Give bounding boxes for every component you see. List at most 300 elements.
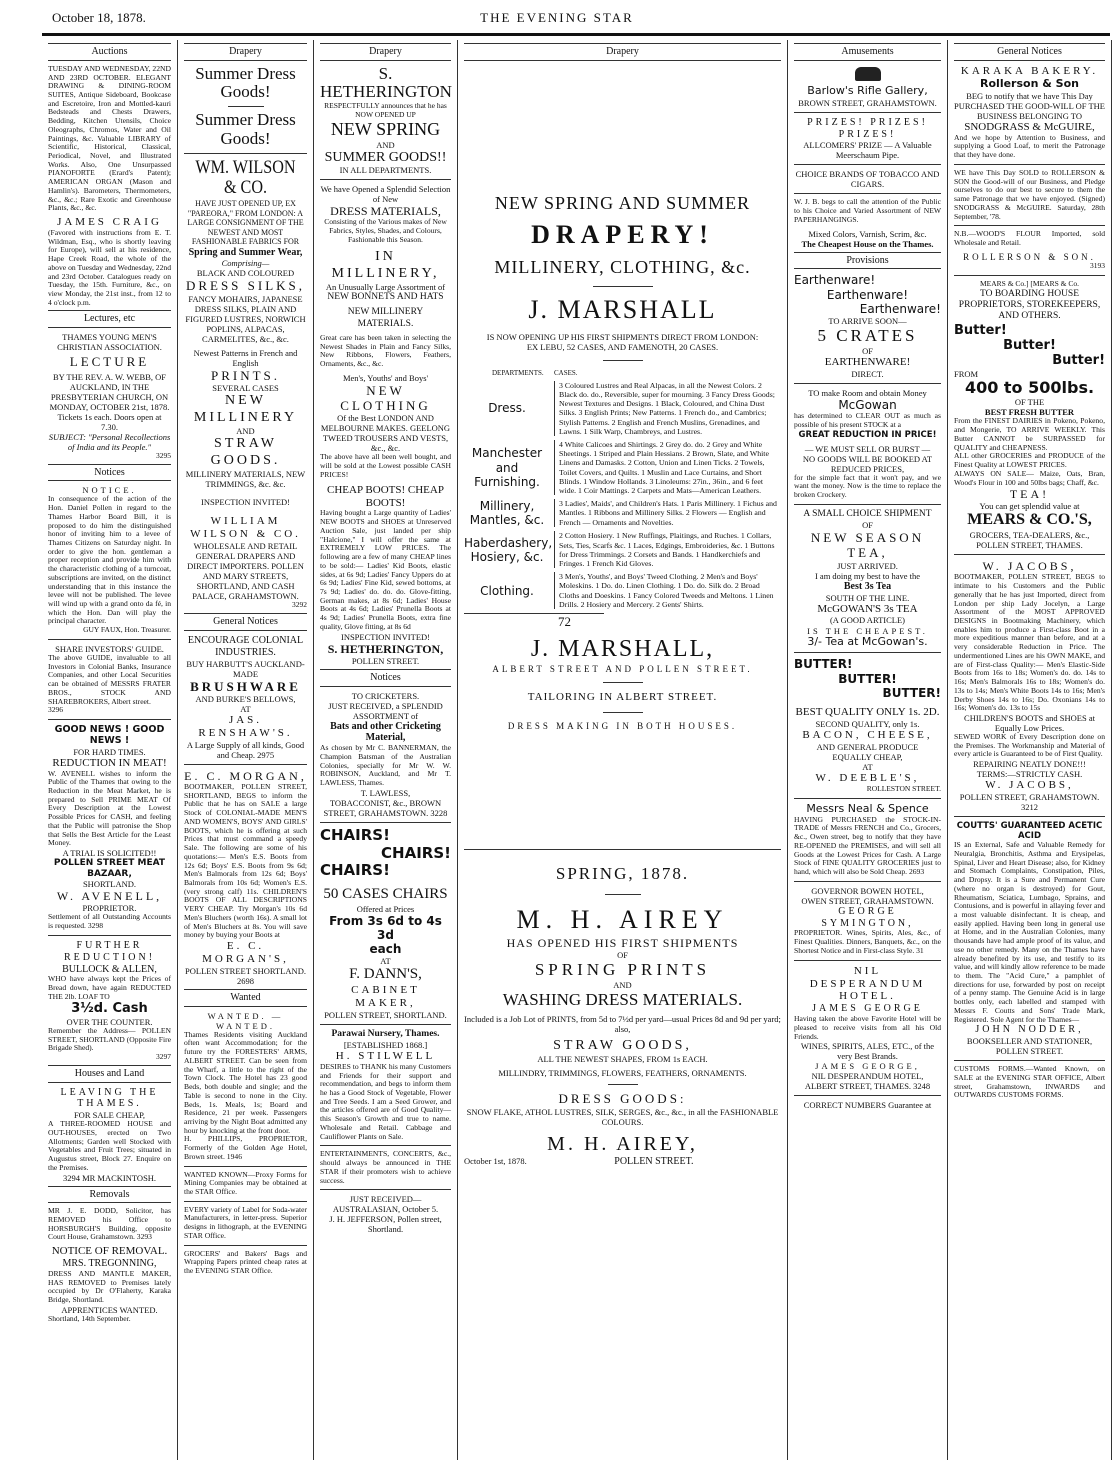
- best-quality: BEST QUALITY ONLY 1s. 2D.: [795, 705, 940, 718]
- section-heading: Provisions: [794, 252, 941, 270]
- divider: [794, 881, 941, 882]
- marshall-ships: EX LEBU, 52 CASES, AND FAMENOTH, 20 CASES.: [526, 341, 719, 352]
- of-the: OF THE: [1014, 397, 1045, 408]
- dann-name: F. DANN'S,: [349, 966, 422, 983]
- divider: [794, 652, 941, 653]
- divider: [593, 286, 653, 287]
- ad-number: 3295: [156, 450, 171, 460]
- millinery-list: MILLINDRY, TRIMMINGS, FLOWERS, FEATHERS, ORNAMENTS.: [498, 1068, 747, 1079]
- and-label: AND: [613, 979, 632, 990]
- ad-number: 3297: [156, 1051, 171, 1061]
- cheapest-house: The Cheapest House on the Thames.: [801, 238, 934, 249]
- phillips-proprietor: H. PHILLIPS, PROPRIETOR, Formerly of the Golden Age Hotel, Brown street. 1946: [184, 1134, 307, 1161]
- marshall-l3: MILLINERY, CLOTHING, &c.: [494, 256, 751, 277]
- dressmaker-name: MRS. TREGONNING,: [62, 1258, 157, 1270]
- job-lot: Included is a Job Lot of PRINTS, from 5d to 7½d per yard—usual Prices 8d and 9d per yard; also,: [464, 1013, 781, 1034]
- just-arrived: JUST ARRIVED.: [837, 560, 898, 571]
- mears-co-header: MEARS & Co.] [MEARS & Co.: [980, 279, 1079, 289]
- entertainments-ad: ENTERTAINMENTS, CONCERTS, &c., should always be announced in THE STAR if their promoters wish to achieve success.: [320, 1149, 451, 1185]
- of-label: OF: [617, 949, 628, 960]
- chair-each: each: [369, 941, 402, 956]
- meat-trial: A TRIAL IS SOLICITED!!: [62, 848, 157, 859]
- dressmaker-body: DRESS AND MANTLE MAKER, HAS REMOVED to Premises lately occupied by Dr O'Flaherty, Karaka Bridge, Shortland.: [48, 1268, 171, 1305]
- south-line: SOUTH OF THE LINE.: [825, 592, 910, 603]
- dept-items: 2 Cotton Hosiery. 1 New Ruffings, Plaitings, and Ruches. 1 Collars, Sets, Ties, Scarfs &c. 1 Laces, Edgings, Embroideries, &c. 1 Buttons for Dress Trimmings. 2 Corsets and Bands. 1 Handkerchiefs and Fringes. 1 French Kid Gloves.: [554, 531, 781, 568]
- boarding-house: TO BOARDING HOUSE PROPRIETORS, STOREKEEPERS, AND OTHERS.: [958, 288, 1101, 322]
- dept-items: 3 Men's, Youths', and Boys' Tweed Clothing. 2 Men's and Boys' Moleskins. 1 Do. do. Linen Clothing. 1 Do. do. Silk do. 2 Broad Cloths and Doeskins. 1 Fancy Colored Tweeds and Meltons. 1 Linen Drills. 2 Hosiery and Mercery. 2 Gents' Shirts.: [554, 572, 781, 609]
- section-heading: Wanted: [184, 989, 307, 1007]
- meat-body: W. AVENELL wishes to inform the Public of the Thames that owing to the Reduction in the Meat Market, he is prepared to Sell PRIME MEAT Of Every Description at the Lowest Possible Prices for CASH, and feeling that the Public will patronise the Shop that Sells the Best Article for the Least Money.: [48, 768, 171, 848]
- rolleston-street: ROLLESTON STREET.: [866, 783, 941, 793]
- dept-name: Manchester and Furnishing.: [471, 446, 543, 489]
- customs-forms: CUSTOMS FORMS.—Wanted Known, on SALE at the EVENING STAR OFFICE, Albert street, Grahamstown, INWARDS and OUTWARDS CUSTOMS FORMS.: [954, 1064, 1105, 1100]
- section-heading: Notices: [48, 464, 171, 482]
- proprietor-name: W. AVENELL,: [56, 889, 163, 904]
- allcomers-prize: ALLCOMERS' PRIZE — A Valuable Meerschaum Pipe.: [803, 140, 932, 161]
- cricketers-heading: TO CRICKETERS.: [351, 690, 420, 701]
- dept-header: [464, 369, 781, 377]
- butter-3: Butter!: [1052, 353, 1105, 369]
- albert-street: ALBERT STREET, THAMES. 3248: [804, 1081, 931, 1092]
- spring-1878: SPRING, 1878.: [555, 863, 690, 883]
- column-general-notices: [948, 40, 1112, 1460]
- large-supply: A Large Supply of all kinds, Good and Cheap. 2975: [186, 739, 305, 760]
- house-body: A THREE-ROOMED HOUSE and OUT-HOUSES, erected on Two Allotments; Garden well Stocked with Vegetables and Fruit Trees; situated in Augustus street, Block 27. Enquire on the Premises.: [48, 1119, 171, 1172]
- column-drapery-marshall: [458, 40, 788, 1460]
- great-reduction: GREAT REDUCTION IN PRICE!: [798, 429, 937, 440]
- sewed-work: SEWED WORK of Every Description done on the Premises. The Workmanship and Material of every article is Guaranteed to be of First Quality.: [954, 731, 1105, 759]
- butter-body: From the FINEST DAIRIES in Pokeno, Pokeno, and Mongerie, TO ARRIVE WEEKLY. This Butter CANNOT be SURPASSED for QUALITY and CHEAPNESS.: [954, 416, 1105, 452]
- groceries: ALL other GROCERIES and PRODUCE of the Finest Quality at LOWEST PRICES.: [954, 451, 1105, 470]
- new-clothing: NEW CLOTHING: [340, 382, 431, 413]
- mears-co-details: GROCERS, TEA-DEALERS, &c., POLLEN STREET, THAMES.: [969, 530, 1090, 551]
- bread-price: 3½d. Cash: [71, 1001, 148, 1017]
- divider: [608, 1084, 638, 1085]
- hetherington-name: S. HETHERINGTON: [320, 63, 452, 102]
- dept-millinery: [464, 499, 781, 527]
- woods-flour: N.B.—WOOD'S FLOUR Imported, sold Wholesale and Retail.: [954, 229, 1105, 247]
- black-coloured: BLACK AND COLOURED: [196, 268, 295, 279]
- snodgrass: SNODGRASS & McGUIRE,: [964, 120, 1095, 133]
- cheap-boots: CHEAP BOOTS! CHEAP BOOTS!: [327, 483, 444, 509]
- dept-name: Dress.: [488, 401, 526, 416]
- dress-silks: DRESS SILKS,: [185, 278, 306, 294]
- cheap-boots-body: Having bought a Large quantity of Ladies' NEW BOOTS and SHOES at Unreserved Auction Sale, just landed per ship "Halcione," I will offer the same at EXTREMELY LOW PRICES. The following are a few of many CHEAP lines to be sold:— Ladies' Kid Boots, elastic sides, at 6s 9d; Ladies' Fancy Uppers do at 6s 9d; Ladies' Fine Kid, sewed bottoms, at 7s 9d; Ladies' do. do. do. Glove-fitting, German makes, at 8s 6d; Ladies' House Boots at 4s 6d; Ladies' Prunella Boots at 4s 9d; Ladies' Prunella Boots, extra fine quality, Glove fitting, at 8s 6d: [320, 508, 451, 631]
- header-rule: [42, 33, 1110, 36]
- chair-price: From 3s 6d to 4s 3d: [329, 913, 442, 942]
- column-drapery-wilson: [178, 40, 314, 1460]
- james-george: JAMES GEORGE: [812, 1003, 923, 1015]
- royal-crest-icon: [855, 67, 881, 81]
- and-label: AND: [236, 426, 255, 437]
- proxy-forms: WANTED KNOWN—Proxy Forms for Mining Companies may be obtained at the STAR Office.: [184, 1169, 307, 1196]
- james-george-body: Having taken the above Favorite Hotel will be pleased to receive visits from all his Old Friends.: [794, 1014, 941, 1041]
- section-heading: Drapery: [320, 43, 451, 61]
- dept-label: DEPARTMENTS.: [492, 368, 544, 377]
- mcgowan: McGowan: [838, 397, 897, 412]
- divider: [794, 112, 941, 113]
- baker-address: Remember the Address— POLLEN STREET, SHORTLAND (Opposite Fire Brigade Shed).: [48, 1025, 171, 1053]
- doing-best: I am doing my best to have the: [814, 570, 921, 581]
- divider: [954, 816, 1105, 817]
- just-received: JUST RECEIVED— AUSTRALASIAN, October 5.: [332, 1194, 439, 1215]
- rollerson-son: Rollerson & Son: [980, 76, 1079, 90]
- neal-spence: Messrs Neal & Spence: [806, 801, 929, 815]
- five-crates: 5 CRATES: [817, 325, 918, 345]
- removal-dodd: MR J. E. DODD, Solicitor, has REMOVED his Office to HORSBURGH'S Building, opposite Court House, Grahamstown. 3293: [48, 1206, 171, 1242]
- inspection-invited: INSPECTION INVITED!: [340, 631, 430, 642]
- jacobs-body: BOOTMAKER, POLLEN STREET, BEGS to intimate to his Customers and the Public generally that he has just Imported, direct from London per ship Lady Jocelyn, a Large Assortment of the MOST APPROVED DESIGNS in Bootmaking Machinery, which enables him to produce a First-class Boot in a more expeditious manner than before, and at a very considerable Reduction in Price. The undermentioned Lines are his OWN MAKE, and are of First-class Quality:— Men's Elastic-Side Boots from 16s to 18s; Women's do. do. 14s to 16s; Men's Balmorals 16s to 18s; Women's do. 13s to 14s; Men's White Boots 14s to 16s; Men's Derby Shoes 14s to 16s; Do. Oxonians 14s to 16s; Women's do. 13s to 15s: [954, 572, 1105, 713]
- new-millinery: NEW MILLINERY: [193, 393, 298, 425]
- dept-haberdashery: [464, 531, 781, 568]
- dress-goods: DRESS GOODS:: [558, 1091, 687, 1107]
- bonnets-hats: NEW BONNETS AND HATS: [327, 292, 444, 303]
- butter-2: Butter!: [1003, 337, 1056, 353]
- nil-desperandum: NIL DESPERANDUM HOTEL.: [809, 964, 926, 1003]
- all-departments: IN ALL DEPARTMENTS.: [339, 165, 432, 176]
- governor-hotel: GOVERNOR BOWEN HOTEL,: [811, 885, 924, 896]
- repairing: REPAIRING NEATLY DONE!!!: [973, 759, 1086, 770]
- straw-goods: STRAW GOODS.: [210, 436, 281, 468]
- removal-heading: NOTICE OF REMOVAL.: [51, 1245, 168, 1258]
- bags-ad: GROCERS' and Bakers' Bags and Wrapping Papers printed cheap rates at the EVENING STAR Office.: [184, 1248, 307, 1276]
- general-produce: AND GENERAL PRODUCE: [816, 741, 919, 752]
- proprietor-label: PROPRIETOR.: [82, 903, 137, 914]
- divider: [794, 383, 941, 384]
- opened-intro: We have Opened a Splendid Selection of New: [320, 184, 451, 205]
- new-spring: NEW SPRING: [330, 118, 441, 139]
- dept-manchester: [464, 440, 781, 495]
- jefferson-name: J. H. JEFFERSON, Pollen street, Shortland.: [329, 1214, 442, 1235]
- marshall-opening: IS NOW OPENING UP HIS FIRST SHIPMENTS DIRECT FROM LONDON:: [486, 331, 759, 342]
- tea-heading: TEA!: [1009, 487, 1050, 502]
- dept-items: 3 Ladies', Maids', and Children's Hats. 1 Paris Millinery. 1 Fichus and Mantles. 1 Ribbons and Millinery Silks. 2 Flowers — English and French — Ornaments and Novelties.: [554, 499, 781, 527]
- best-fresh-butter: BEST FRESH BUTTER: [984, 407, 1075, 418]
- divider: [184, 1201, 307, 1202]
- nursery-name: Parawai Nursery, Thames.: [331, 1028, 440, 1039]
- jacobs-name-2: W. JACOBS,: [985, 779, 1074, 792]
- notice-signature: GUY FAUX, Hon. Treasurer.: [83, 625, 171, 635]
- dept-name: Millinery, Mantles, &c.: [469, 499, 545, 528]
- good-news-sub: FOR HARD TIMES.: [73, 746, 146, 757]
- ad-number: 3296: [48, 705, 63, 715]
- bellows: AND BURKE'S BELLOWS,: [195, 693, 296, 704]
- butter-3: BUTTER!: [882, 685, 941, 700]
- of-label: OF: [862, 520, 873, 530]
- bread-heading: FURTHER REDUCTION!: [63, 939, 156, 963]
- dress-goods-body: SNOW FLAKE, ATHOL LUSTRES, SILK, SERGES, &c., &c., in all the FASHIONABLE COLOURS.: [466, 1106, 779, 1127]
- make-room: TO make Room and obtain Money: [808, 387, 927, 398]
- straw-goods: STRAW GOODS,: [553, 1037, 692, 1053]
- deeble: W. DEEBLE'S,: [815, 771, 920, 784]
- section-heading: Removals: [48, 1186, 171, 1204]
- newest-shapes: ALL THE NEWEST SHAPES, FROM 1s EACH.: [537, 1054, 708, 1065]
- section-heading: Lectures, etc: [48, 310, 171, 328]
- wilson-co-name: WILLIAM WILSON & CO.: [190, 515, 301, 541]
- in-millinery: IN MILLINERY,: [331, 249, 440, 281]
- hetherington-intro: RESPECTFULLY announces that he has NOW OPENED UP: [324, 101, 447, 120]
- earthenware-1: Earthenware!: [794, 273, 876, 288]
- airey-name: M. H. AIREY: [516, 904, 729, 934]
- nil-desperandum-2: NIL DESPERANDUM HOTEL,: [811, 1071, 924, 1082]
- divider: [320, 822, 451, 823]
- section-heading: Drapery: [464, 43, 781, 61]
- marshall-l1: NEW SPRING AND SUMMER: [494, 192, 751, 213]
- auction-notice: TUESDAY AND WEDNESDAY, 22ND AND 23RD OCTOBER. ELEGANT DRAWING & DINING-ROOM SUITES, Antique Sideboard, Bookcase and Escretoire, Iron and Mottled-kauri Bedsteads and Chests Drawers, Bedding, Kitchen Utensils, Choice Oleographs, Chromos, Water and Oil Paintings, &c. Valuable LIBRARY of Scientific, Historical, Classical, Periodical, Novel, and Illustrated Works. Also, One Unsurpassed PIANOFORTE (Erard's Patent); AMERICAN ORGAN (Mason and Hamlin's). Barometers, Thermometers, &c., &c.; Rare Exotic and Greenhouse Plants, &c., &c.: [48, 63, 171, 213]
- dann-address: POLLEN STREET, SHORTLAND.: [324, 1009, 447, 1020]
- column-amusements: [788, 40, 948, 1460]
- divider: [320, 1189, 451, 1190]
- encourage-heading: ENCOURAGE COLONIAL INDUSTRIES.: [187, 634, 304, 658]
- lecture-tickets: Tickets 1s each. Doors open at 7.30.: [57, 411, 162, 432]
- ad-number: 3292: [292, 600, 307, 610]
- divider: [228, 106, 264, 107]
- sold-to-rollerson: WE have This Day SOLD to ROLLERSON & SON the Good-will of our Business, and Pledge ourselves to do our best to secure to them the same Patronage that we have enjoyed. (Signed) SNODGRASS & McGUIRE. Saturday, 28th September, '78.: [954, 167, 1105, 221]
- divider: [48, 719, 171, 720]
- marshall-name: J. MARSHALL: [528, 294, 717, 324]
- share-body: The above GUIDE, invaluable to all Investors in Colonial Banks, Insurance Companies, and other Local Securities can be obtained of MESSRS FRATER BROS., STOCK AND SHAREBROKERS, Albert street.: [48, 653, 171, 706]
- cricket-received: JUST RECEIVED, a SPLENDID ASSORTMENT of: [328, 700, 443, 721]
- stilwell-name: H. STILWELL: [335, 1049, 436, 1062]
- spring-wear: Spring and Summer Wear,: [188, 246, 303, 258]
- newspaper-title: THE EVENING STAR: [480, 10, 634, 25]
- dept-items: 4 White Calicoes and Shirtings. 2 Grey do. do. 2 Grey and White Sheetings. 1 Striped and Plain Hessians. 2 Brown, Slate, and White Linens and Damasks. 2 Cotton, Union and Linen Ticks. 2 Towels, Toilet Covers, and Quilts. 1 Muslin and Lace Curtains, and Short Blinds. 1 Window Hollands. 3 Linoleums: 27in., 36in., and 6 feet wide. 1 Coir Mattings. 2 Carpets and Mats—American Leathers.: [554, 440, 781, 495]
- spacer: [464, 732, 781, 850]
- column-auctions: [42, 40, 178, 1460]
- good-article: (A GOOD ARTICLE): [829, 615, 906, 626]
- mixed-colors: Mixed Colors, Varnish, Scrim, &c.: [808, 228, 927, 239]
- children-boots: CHILDREN'S BOOTS and SHOES at Equally Low Prices.: [964, 712, 1095, 733]
- dept-name: Clothing.: [480, 583, 534, 598]
- paperhangings: W. J. B. begs to call the attention of the Public to his Choice and Varied Assortment of NEW PAPERHANGINGS.: [794, 197, 941, 224]
- marshall-drapery: DRAPERY!: [531, 220, 714, 250]
- always-on-sale: ALWAYS ON SALE— Maize, Oats, Bran, Wood's Flour in 100 and 50lbs bags; Chaff, &c.: [954, 468, 1105, 487]
- lawless-address: TOBACCONIST, &c., BROWN STREET, GRAHAMSTOWN. 3228: [323, 797, 448, 818]
- dept-dress: [464, 381, 781, 436]
- auctioneer-name: JAMES CRAIG: [57, 216, 162, 229]
- washing-materials: WASHING DRESS MATERIALS.: [502, 989, 743, 1009]
- divider: [794, 1095, 941, 1096]
- clothing-details: Of the Best LONDON AND MELBOURNE MAKES. GEELONG TWEED TROUSERS AND VESTS, &c., &c.: [320, 413, 451, 454]
- from-label: FROM: [954, 368, 979, 379]
- morgan-body: BOOTMAKER, POLLEN STREET, SHORTLAND, BEGS to inform the Public that he has on SALE a large Stock of COLONIAL-MADE MEN'S AND WOMEN'S, BOYS' AND GIRLS' BOOTS, which he is offering at such Prices that must command a speedy Sale. The following are some of his quotations:— Men's E.S. Boots from 12s 6d; Boys' E.S. Boots from 9s 6d; Men's Balmorals from 12s 6d; Boys' Balmorals from 10s 6d; Women's E.S. (very strong calf) 11s. CHILDREN'S BOOTS OF ALL DESCRIPTIONS VERY CHEAP. Try Morgan's 10s 6d Men's Bluchers (worth 16s). A small lot of Men's Bluchers at 8s. You will save money by buying your Boots at: [184, 782, 307, 940]
- over-counter: OVER THE COUNTER.: [66, 1016, 153, 1027]
- stilwell-body: DESIRES to THANK his many Customers and Friends for their support and recommendation, and begs to inform them he has a Good Stock of Vegetable, Flower and Tree Seeds. I am a Seed Grower, and the articles offered are of Good Quality—this Season's Growth and true to name. Wholesale and Retail. Cabbage and Cauliflower Plants on Sale.: [320, 1061, 451, 1141]
- renshaw: JAS. RENSHAW'S.: [198, 713, 293, 739]
- direct-label: DIRECT.: [851, 368, 884, 379]
- mears-co-name: MEARS & CO.'S,: [967, 511, 1092, 529]
- airey-street: POLLEN STREET.: [614, 1156, 694, 1168]
- morgan-name-2: E. C. MORGAN'S,: [202, 939, 289, 965]
- dress-materials: DRESS MATERIALS,: [330, 204, 441, 219]
- lawless-name: T. LAWLESS,: [360, 787, 411, 798]
- divider: [184, 764, 307, 765]
- above-note: The above have all been well bought, and will be sold at the Lowest possible CASH PRICES!: [320, 452, 451, 479]
- summer-dress-headline: Summer Dress Goods!: [195, 110, 296, 148]
- nursery-established: [ESTABLISHED 1868.]: [343, 1039, 428, 1050]
- nodder-details: BOOKSELLER AND STATIONER, POLLEN STREET.: [966, 1036, 1093, 1057]
- butter-2: BUTTER!: [838, 671, 897, 686]
- jacobs-address: POLLEN STREET, GRAHAMSTOWN. 3212: [959, 792, 1100, 813]
- section-heading: General Notices: [954, 43, 1105, 61]
- notice-body: In consequence of the action of the Hon. Daniel Pollen in regard to the Thames Harbor Board Bill, it is proposed to do him the distinguished honor of inviting him to a levee of Thames Citizens on Saturday night. In order to give the hon. gentleman a proper reception and provide him with the characteristic clothing of a turncoat, subscriptions are invited, on the distinct understanding that in this instance the levee will not be published. The levee will wind up with a grand onto da fé, in which the Hon. Dan will play the principal character.: [48, 494, 171, 626]
- correct-numbers: CORRECT NUMBERS Guarantee at: [803, 1100, 932, 1111]
- divider: [954, 1060, 1105, 1061]
- divider: [48, 935, 171, 936]
- offered-at: Offered at Prices: [356, 903, 415, 914]
- is-cheapest: IS THE CHEAPEST.: [807, 625, 928, 636]
- divider: [794, 193, 941, 194]
- wilson-intro: HAVE JUST OPENED UP, EX "PAREORA," FROM LONDON: A LARGE CONSIGNMENT OF THE NEWEST AND MOST FASHIONABLE FABRICS FOR: [187, 199, 304, 247]
- spacer: [464, 65, 781, 193]
- cricket-body: As chosen by Mr C. BANNERMAN, the Champion Batsman of the Australian Colonies, specially for Mr W. W. ROBINSON, Auckland, and Mr T. LAWLESS, Thames.: [320, 743, 451, 788]
- millinery-materials: MILLINERY MATERIALS, NEW TRIMMINGS, &c. &c.: [185, 469, 306, 490]
- section-heading: Houses and Land: [48, 1065, 171, 1083]
- divider: [184, 153, 307, 154]
- snodgrass-body: And we hope by Attention to Business, and supplying a Good Loaf, to merit the Patronage that they have done.: [954, 132, 1105, 160]
- apprentices-wanted: APPRENTICES WANTED.: [61, 1304, 158, 1315]
- brushware: BRUSHWARE: [190, 678, 301, 694]
- hetherington-sign: S. HETHERINGTON,: [327, 641, 444, 656]
- divider: [794, 504, 941, 505]
- labels-ad: EVERY variety of Label for Soda-water Manufacturers, in letter-press. Superior designs in lithograph, at the EVENING STAR Office.: [184, 1204, 307, 1240]
- divider: [954, 164, 1105, 165]
- dress-materials-body: Consisting of the Various makes of New Fabrics, Styles, Shades, and Colours, Fashionable this Season.: [324, 217, 447, 245]
- and-label: AND: [376, 139, 395, 150]
- wines-spirits: WINES, SPIRITS, ALES, ETC., of the very Best Brands.: [800, 1041, 935, 1062]
- butter-lbs: 400 to 500lbs.: [964, 377, 1095, 397]
- barlow-address: BROWN STREET, GRAHAMSTOWN.: [798, 97, 937, 108]
- section-heading: Drapery: [184, 43, 307, 61]
- buy-harbutts: BUY HARBUTT'S AUCKLAND-MADE: [186, 658, 305, 679]
- jacobs-name: W. JACOBS,: [982, 559, 1077, 574]
- earthenware-2: Earthenware!: [826, 287, 909, 302]
- at-label: AT: [240, 703, 251, 714]
- butter-1: BUTTER!: [794, 657, 853, 672]
- bread-body: WHO have always kept the Prices of Bread down, have again REDUCTED THE 2lb. LOAF TO: [48, 974, 171, 1001]
- divider: [954, 225, 1105, 226]
- dressmaking: DRESS MAKING IN BOTH HOUSES.: [507, 721, 738, 732]
- small-shipment: A SMALL CHOICE SHIPMENT: [803, 508, 932, 519]
- bazaar-name: POLLEN STREET MEAT BAZAAR,: [53, 858, 166, 879]
- choice-tobacco: CHOICE BRANDS OF TOBACCO AND CIGARS.: [795, 169, 940, 190]
- rollerson-intro: BEG to notify that we have This Day PURCHASED THE GOOD-WILL OF THE BUSINESS BELONGING TO: [954, 90, 1105, 121]
- lecture-details: BY THE REV. A. W. WEBB, OF AUCKLAND, IN THE PRESBYTERIAN CHURCH, ON MONDAY, OCTOBER 21st, 1878.: [49, 371, 170, 412]
- care-note: Great care has been taken in selecting the Newest Shades in Plain and Fancy Silks, New Ribbons, Flowers, Feathers, Ornaments, &c., &c.: [320, 332, 451, 368]
- airey-opened: HAS OPENED HIS FIRST SHIPMENTS: [506, 935, 739, 950]
- chairs-2: CHAIRS!: [381, 843, 451, 862]
- arrive-soon: TO ARRIVE SOON—: [828, 315, 907, 326]
- tea-value: You can get splendid value at: [979, 501, 1080, 512]
- equally-cheap: EQUALLY CHEAP,: [832, 751, 903, 762]
- airey-name-2: M. H. AIREY,: [547, 1132, 698, 1155]
- tea-at-mcgowans: 3/- Tea at McGowan's.: [807, 634, 928, 648]
- divider: [320, 179, 451, 180]
- wilson-co-details: WHOLESALE AND RETAIL GENERAL DRAPERS AND DIRECT IMPORTERS. POLLEN AND MARY STREETS, SHORTLAND, AND CASH PALACE, GRAHAMSTOWN.: [187, 541, 304, 602]
- prizes: PRIZES! PRIZES! PRIZES!: [807, 116, 928, 140]
- coutts-acid: COUTTS' GUARANTEED ACETIC ACID: [956, 821, 1103, 842]
- at-label: AT: [380, 956, 391, 967]
- section-heading: Notices: [320, 669, 451, 687]
- neal-spence-body: HAVING PURCHASED the STOCK-IN-TRADE of Messrs FRENCH and Co., Grocers, &c., Owen street, beg to notify that they have RE-OPENED the PREMISES, and will sell all Goods at the Lowest Prices for Cash. A Large Stock of FINE QUALITY GROCERIES just to hand, which will also be Sold Cheap. 2693: [794, 814, 941, 877]
- section-heading: Auctions: [48, 43, 171, 61]
- house-heading: LEAVING THE THAMES.: [60, 1086, 159, 1110]
- barlow-name: Barlow's Rifle Gallery,: [807, 83, 928, 97]
- divider: [605, 894, 641, 895]
- nodder-name: JOHN NODDER,: [975, 1024, 1084, 1036]
- divider: [603, 712, 643, 713]
- divider: [320, 1024, 451, 1025]
- earthenware-heading: EARTHENWARE!: [824, 355, 911, 368]
- tailoring: TAILORING IN ALBERT STREET.: [527, 691, 718, 704]
- symington-body: PROPRIETOR. Wines, Spirits, Ales, &c., of Finest Qualities. Dinners, Banquets, &c., on the Shortest Notice and in First-class Style. 31: [794, 928, 941, 955]
- several-cases: SEVERAL CASES: [212, 383, 279, 394]
- marshall-streets: ALBERT STREET AND POLLEN STREET.: [492, 663, 753, 674]
- divider: [184, 1166, 307, 1167]
- divider: [794, 960, 941, 961]
- mcgowans-tea: McGOWAN'S 3s TEA: [817, 602, 918, 615]
- section-heading: General Notices: [184, 613, 307, 631]
- rollerson-sign: ROLLERSON & SON.: [963, 251, 1096, 262]
- notice-title: NOTICE.: [82, 485, 137, 496]
- airey-date: October 1st, 1878.: [464, 1156, 527, 1167]
- mens-youths: Men's, Youths' and Boys': [342, 372, 429, 383]
- divider: [48, 639, 171, 640]
- cases-total: 72: [464, 613, 604, 629]
- dept-name: Haberdashery, Hosiery, &c.: [464, 535, 553, 564]
- lecture-title: LECTURE: [69, 354, 150, 370]
- cabinet-maker: CABINET MAKER,: [351, 983, 420, 1009]
- divider: [603, 360, 643, 361]
- summer-dress-headline: Summer Dress Goods!: [195, 63, 296, 102]
- house-sale: FOR SALE CHEAP,: [73, 1110, 146, 1121]
- chairs-1: CHAIRS!: [320, 825, 390, 844]
- dept-items: 3 Coloured Lustres and Real Alpacas, in all the Newest Colors. 2 Black do. do., Reversible, super for mourning. 3 Fancy Dress Goods; Newest Textures and Designs. 1 Black, Coloured, and China Dust Silks. 3 English Prints; New Patterns. 1 French do., and Cambrics; Stylish Patterns. 2 English and French Muslins, Grenadines, and Lawns. 1 Silk Warp, Chambreys, and Lustres.: [554, 381, 781, 436]
- divider: [954, 275, 1105, 276]
- section-heading: Amusements: [794, 43, 941, 61]
- good-news-heading: GOOD NEWS ! GOOD NEWS !: [54, 724, 165, 747]
- dept-clothing: [464, 572, 781, 609]
- spring-prints: SPRING PRINTS: [534, 959, 711, 979]
- issue-date: October 18, 1878.: [52, 10, 146, 25]
- second-quality: SECOND QUALITY, only 1s.: [815, 718, 920, 729]
- morgan-address: POLLEN STREET SHORTLAND. 2698: [185, 965, 306, 986]
- bazaar-location: SHORTLAND.: [82, 879, 137, 890]
- share-title: SHARE INVESTORS' GUIDE.: [55, 644, 164, 655]
- ad-number: 3193: [1090, 261, 1105, 271]
- prints-heading: PRINTS.: [210, 367, 281, 383]
- auction-details: (Favored with instructions from E. T. Wildman, Esq., who is shortly leaving for Europe), will sell at his residence, Hape Creek Road, the whole of the above on Tuesday and Wednesday, 22nd and 23rd October. Catalogues ready on Tuesday, the 15th. Furniture, &c., on view Monday, the 21st inst., from 12 to 4 o'clock p.m.: [48, 227, 171, 307]
- symington: GEORGE SYMINGTON,: [821, 905, 914, 929]
- mcgowan-body: has determined to CLEAR OUT as much as possible of his present STOCK at a: [794, 411, 941, 429]
- airey-footer: [464, 1156, 781, 1168]
- unusual-assortment: An Unusually Large Assortment of: [325, 282, 446, 293]
- must-sell: — WE MUST SELL OR BURST —: [804, 443, 931, 454]
- bacon-cheese: BACON, CHEESE,: [802, 728, 933, 741]
- butter-1: Butter!: [954, 322, 1007, 338]
- millinery-materials: NEW MILLINERY MATERIALS.: [347, 307, 424, 329]
- simple-fact: for the simple fact that it won't pay, and we want the money. Now is the time to replace the broken Crockery.: [794, 472, 941, 500]
- page-header: [0, 0, 1114, 36]
- cases-chairs: 50 CASES CHAIRS: [323, 885, 448, 902]
- no-goods-booked: NO GOODS WILL BE BOOKED AT REDUCED PRICES,: [802, 453, 933, 474]
- best-3s-tea: Best 3s Tea: [843, 580, 892, 592]
- terms-cash: TERMS:—STRICTLY CASH.: [976, 769, 1083, 780]
- baker-name: BULLOCK & ALLEN,: [62, 963, 157, 975]
- divider: [794, 798, 941, 799]
- house-contact: 3294 MR MACKINTOSH.: [62, 1172, 157, 1183]
- settlement-note: Settlement of all Outstanding Accounts is requested. 3298: [48, 912, 171, 931]
